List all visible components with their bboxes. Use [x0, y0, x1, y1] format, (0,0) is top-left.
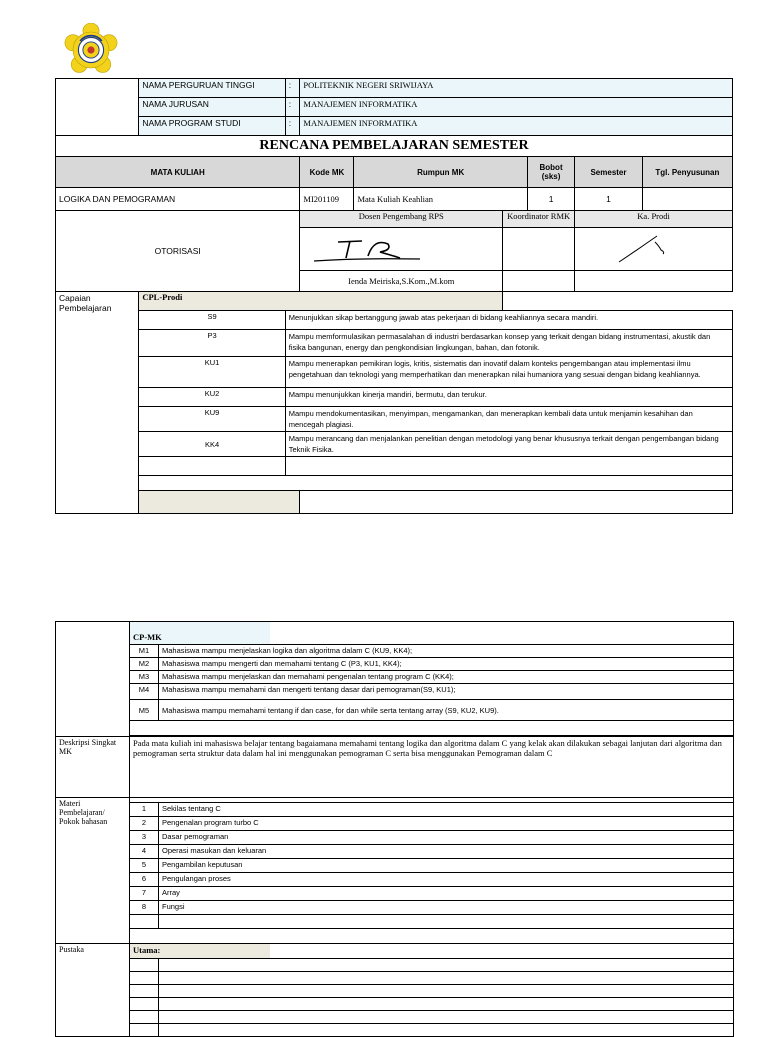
otorisasi-label: OTORISASI: [56, 211, 300, 292]
cpmk-code: M4: [130, 684, 159, 700]
cpl-text: Mampu memformulasikan permasalahan di industri berdasarkan konsep yang terkait dengan bidang instrumentasi, akustik dan fisika bangunan, energy dan pengkondisian lingkungan, bahan, dan fotonik.: [285, 330, 732, 357]
materi-no: 3: [130, 831, 159, 845]
materi-text: Operasi masukan dan keluaran: [159, 845, 734, 859]
cpl-code: KU2: [139, 388, 285, 407]
cpl-code: S9: [139, 311, 285, 330]
empty-cell: [130, 915, 159, 929]
empty-cell: [503, 271, 575, 292]
col-header-mata-kuliah: MATA KULIAH: [56, 157, 300, 188]
cpl-code: KU9: [139, 407, 285, 432]
empty-cell: [130, 972, 159, 985]
empty-cell: [56, 622, 130, 737]
materi-no: 8: [130, 901, 159, 915]
deskripsi-label: Deskripsi Singkat MK: [56, 737, 130, 798]
materi-text: Array: [159, 887, 734, 901]
kaprodi-signature: [575, 228, 733, 271]
materi-text: Sekilas tentang C: [159, 803, 734, 817]
cpmk-code: M5: [130, 700, 159, 721]
koordinator-signature: [503, 228, 575, 271]
cpmk-text: Mahasiswa mampu menjelaskan dan memahami pengenalan tentang program C (KK4);: [159, 671, 734, 684]
course-name: LOGIKA DAN PEMOGRAMAN: [56, 188, 300, 211]
dosen-name: Ienda Meiriska,S.Kom.,M.kom: [300, 271, 503, 292]
cpl-code: KK4: [139, 432, 285, 457]
cpmk-header-row: [130, 622, 734, 645]
empty-cell: [159, 915, 734, 929]
cpmk-text: Mahasiswa mampu menjelaskan logika dan algoritma dalam C (KU9, KK4);: [159, 645, 734, 658]
cpmk-text: Mahasiswa mampu memahami tentang if dan case, for dan while serta tentang array (S9, KU2, KU9).: [159, 700, 734, 721]
empty-cell: [130, 985, 159, 998]
empty-cell: [130, 721, 734, 736]
document-title: RENCANA PEMBELAJARAN SEMESTER: [56, 136, 733, 157]
materi-no: 4: [130, 845, 159, 859]
colon: :: [285, 117, 300, 136]
colon: :: [285, 79, 300, 98]
pustaka-utama: Utama:: [130, 944, 270, 958]
capaian-label: Capaian Pembelajaran: [56, 292, 139, 514]
dosen-header: Dosen Pengembang RPS: [300, 211, 503, 228]
pustaka-label: Pustaka: [56, 944, 130, 1037]
materi-no: 2: [130, 817, 159, 831]
cpl-text: Menunjukkan sikap bertanggung jawab atas pekerjaan di bidang keahliannya secara mandiri.: [285, 311, 732, 330]
dosen-signature: [300, 228, 503, 271]
rps-detail-table: [55, 621, 734, 1037]
header-label-pt: NAMA PERGURUAN TINGGI: [139, 79, 285, 98]
course-code: MI201109: [300, 188, 354, 211]
materi-text: Dasar pemograman: [159, 831, 734, 845]
empty-cell: [139, 491, 300, 514]
col-header-semester: Semester: [575, 157, 643, 188]
header-value-pt: POLITEKNIK NEGERI SRIWIJAYA: [300, 79, 733, 98]
empty-cell: [159, 1011, 734, 1024]
materi-text: Pengenalan program turbo C: [159, 817, 734, 831]
cpmk-code: M2: [130, 658, 159, 671]
empty-cell: [130, 959, 159, 972]
empty-cell: [159, 998, 734, 1011]
materi-text: Pengulangan proses: [159, 873, 734, 887]
cpl-text: Mampu menerapkan pemikiran logis, kritis, sistematis dan inovatif dalam konteks pengembangan atau implementasi ilmu pengetahuan dan teknologi yang memperhatikan dan menerapkan nilai humaniora yang sesuai dengan bidang keahliannya.: [285, 357, 732, 388]
materi-text: Fungsi: [159, 901, 734, 915]
pustaka-header-row: [130, 944, 734, 959]
course-rumpun: Mata Kuliah Keahlian: [354, 188, 527, 211]
empty-cell: [130, 929, 734, 944]
cpl-text: Mampu mendokumentasikan, menyimpan, mengamankan, dan menerapkan kembali data untuk menjamin kesahihan dan mencegah plagiasi.: [285, 407, 732, 432]
institution-logo: [64, 23, 118, 77]
empty-cell: [159, 985, 734, 998]
col-header-rumpun: Rumpun MK: [354, 157, 527, 188]
materi-text: Pengambilan keputusan: [159, 859, 734, 873]
empty-cell: [130, 998, 159, 1011]
cpl-text: Mampu menunjukkan kinerja mandiri, bermutu, dan terukur.: [285, 388, 732, 407]
empty-cell: [130, 1024, 159, 1037]
kaprodi-header: Ka. Prodi: [575, 211, 733, 228]
course-bobot: 1: [527, 188, 574, 211]
course-tgl: [642, 188, 732, 211]
cpmk-text: Mahasiswa mampu mengerti dan memahami tentang C (P3, KU1, KK4);: [159, 658, 734, 671]
signature-icon: [300, 228, 475, 268]
logo-cell: [56, 79, 139, 136]
deskripsi-text: Pada mata kuliah ini mahasiswa belajar tentang bagaiamana memahami tentang logika dan algoritma dalam C yang kelak akan dilakukan sebagai lanjutan dari algoritma dan pemograman serta struktur data dalam hal ini menggunakan pemograman C serta bisa menggunakan Pemograman dalam C: [130, 737, 734, 798]
cpl-text: Mampu merancang dan menjalankan penelitian dengan metodologi yang benar khususnya terkait dengan pengembangan bidang Teknik Fisika.: [285, 432, 732, 457]
header-label-prodi: NAMA PROGRAM STUDI: [139, 117, 285, 136]
empty-cell: [139, 476, 733, 491]
cpmk-code: M3: [130, 671, 159, 684]
materi-label: Materi Pembelajaran/ Pokok bahasan: [56, 798, 130, 944]
empty-cell: [285, 457, 732, 476]
materi-no: 5: [130, 859, 159, 873]
header-label-jurusan: NAMA JURUSAN: [139, 98, 285, 117]
col-header-bobot: Bobot (sks): [527, 157, 574, 188]
koordinator-header: Koordinator RMK: [503, 211, 575, 228]
colon: :: [285, 98, 300, 117]
cpmk-code: M1: [130, 645, 159, 658]
empty-cell: [139, 457, 285, 476]
empty-cell: [130, 1011, 159, 1024]
rps-header-table: [55, 78, 733, 514]
materi-no: 7: [130, 887, 159, 901]
empty-cell: [575, 271, 733, 292]
empty-cell: [159, 959, 734, 972]
header-value-prodi: MANAJEMEN INFORMATIKA: [300, 117, 733, 136]
cpl-code: P3: [139, 330, 285, 357]
signature-icon: [575, 228, 715, 268]
empty-cell: [159, 1024, 734, 1037]
cpl-header: CPL-Prodi: [139, 292, 503, 311]
header-value-jurusan: MANAJEMEN INFORMATIKA: [300, 98, 733, 117]
cpl-code: KU1: [139, 357, 285, 388]
cpmk-header: CP-MK: [130, 622, 270, 644]
course-semester: 1: [575, 188, 643, 211]
col-header-kode: Kode MK: [300, 157, 354, 188]
materi-no: 1: [130, 803, 159, 817]
empty-cell: [159, 972, 734, 985]
empty-cell: [300, 491, 733, 514]
empty-cell: [503, 292, 733, 311]
col-header-tgl: Tgl. Penyusunan: [642, 157, 732, 188]
cpmk-text: Mahasiswa mampu memahami dan mengerti tentang dasar dari pemograman(S9, KU1);: [159, 684, 734, 700]
materi-no: 6: [130, 873, 159, 887]
